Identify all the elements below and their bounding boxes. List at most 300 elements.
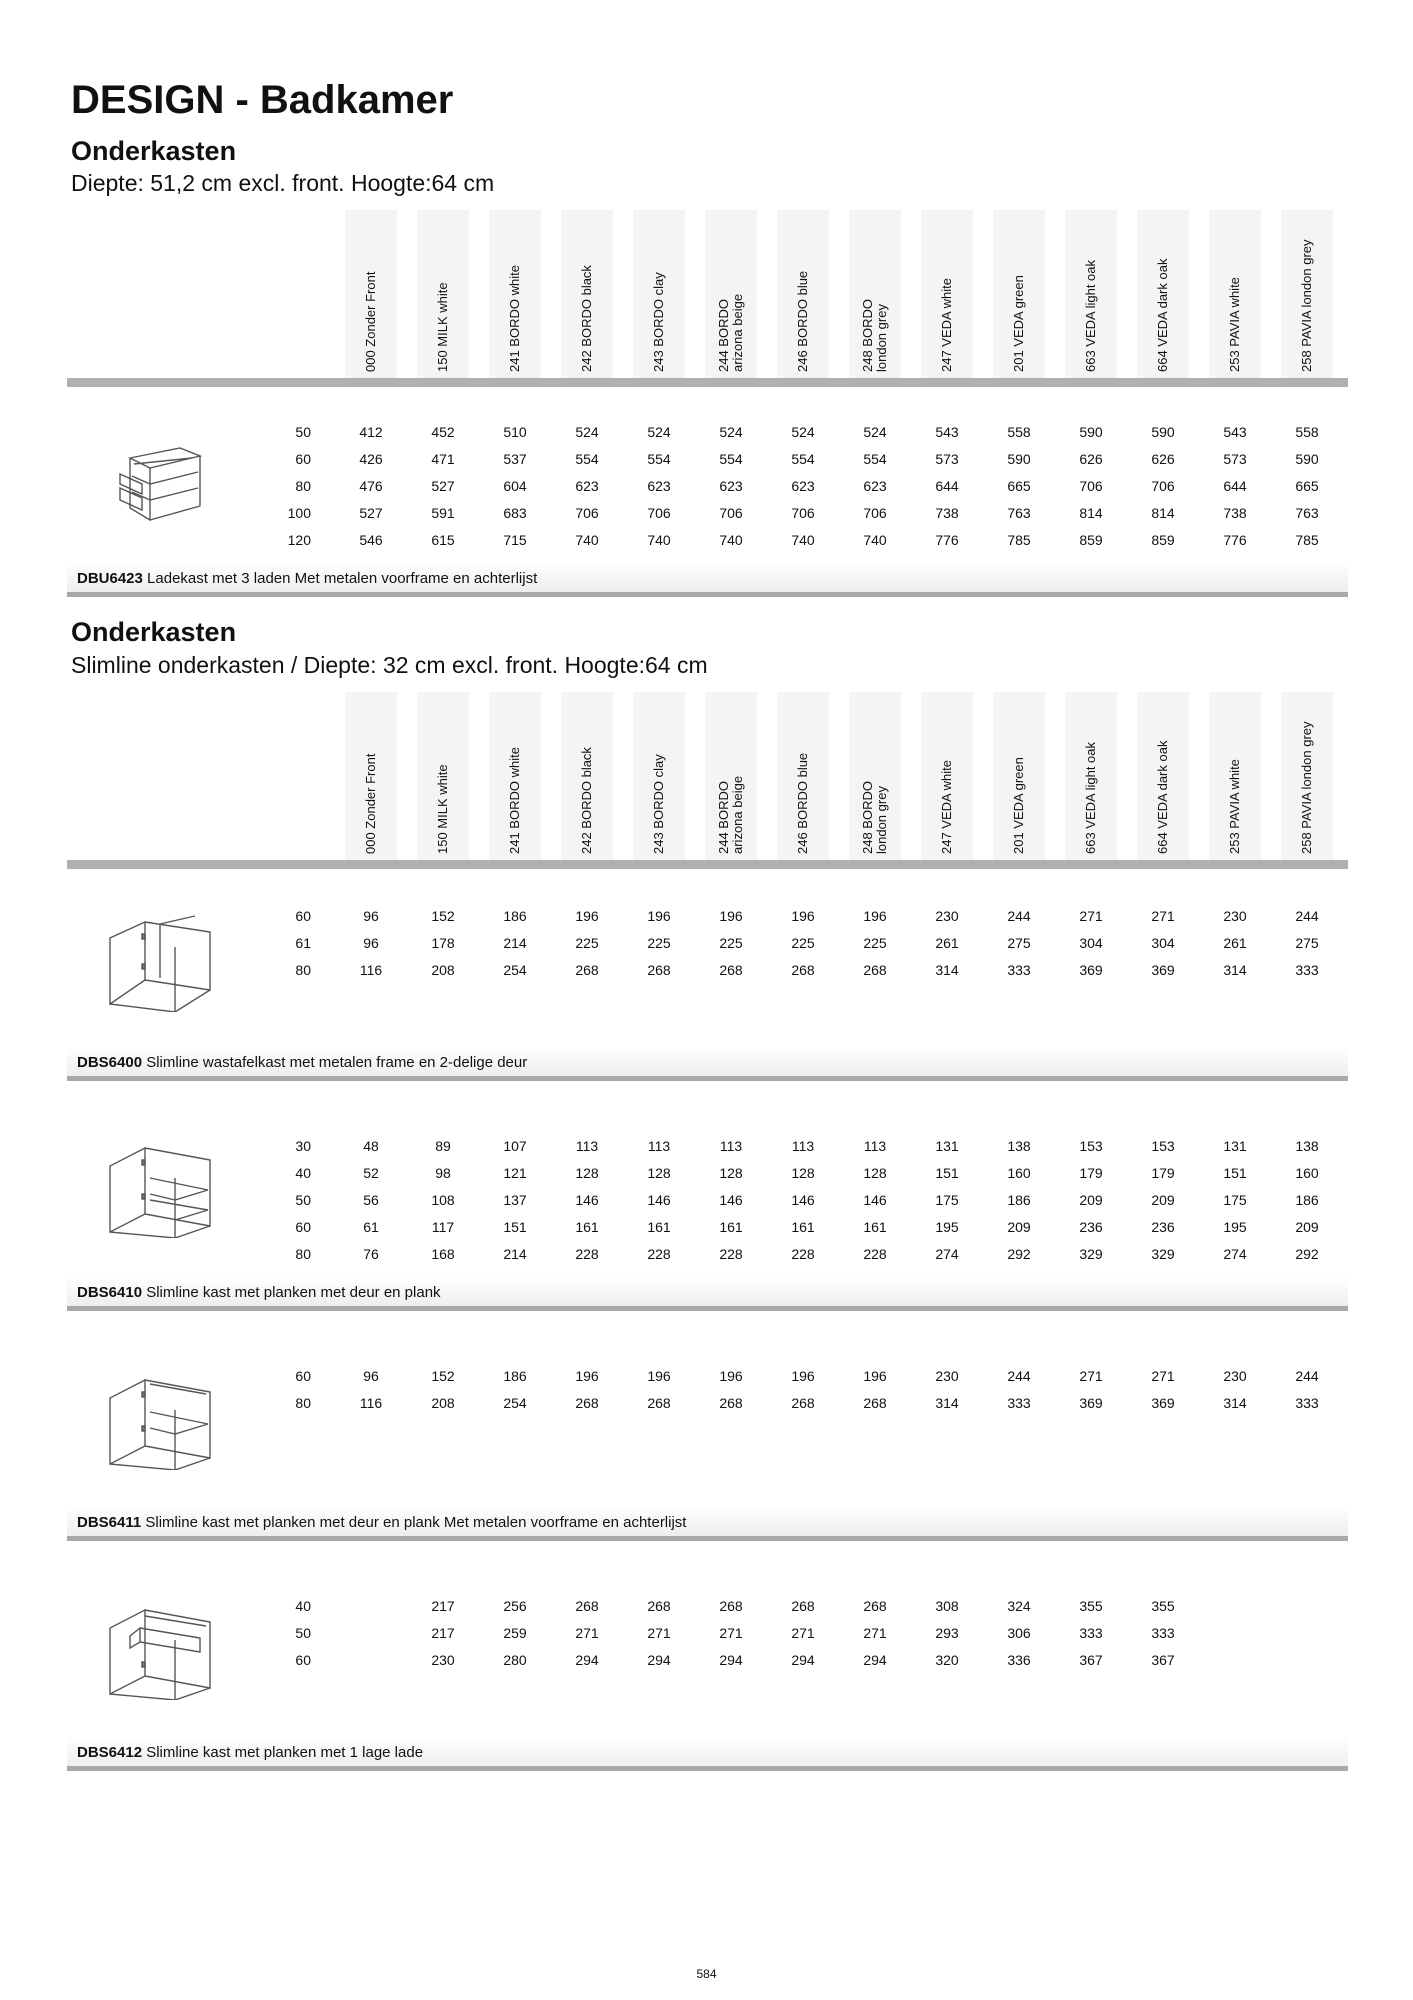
product-label xyxy=(77,1514,686,1531)
price-cell: 146 xyxy=(791,1192,815,1208)
price-cell: 369 xyxy=(1079,962,1103,978)
price-cell: 294 xyxy=(791,1652,815,1668)
price-cell: 186 xyxy=(1007,1192,1031,1208)
page-title: DESIGN - Badkamer xyxy=(71,78,454,122)
column-header-line: 258 PAVIA london grey xyxy=(1299,239,1314,372)
price-cell: 369 xyxy=(1151,1395,1175,1411)
price-cell: 153 xyxy=(1151,1138,1175,1154)
price-cell: 268 xyxy=(719,1395,743,1411)
low-drawer-cabinet-icon xyxy=(100,1600,220,1700)
size-cell: 120 xyxy=(287,532,311,548)
price-cell: 275 xyxy=(1295,935,1319,951)
price-cell: 116 xyxy=(359,962,383,978)
size-cell: 80 xyxy=(295,1395,311,1411)
price-cell: 225 xyxy=(863,935,887,951)
column-header-line: 000 Zonder Front xyxy=(363,271,378,372)
price-cell: 336 xyxy=(1007,1652,1031,1668)
size-cell: 60 xyxy=(295,451,311,467)
price-cell: 268 xyxy=(791,1395,815,1411)
section-title: Onderkasten xyxy=(71,136,237,166)
price-cell: 452 xyxy=(431,424,455,440)
price-cell: 214 xyxy=(503,1246,527,1262)
price-cell: 228 xyxy=(575,1246,599,1262)
column-header-line: london grey xyxy=(874,304,889,372)
price-cell: 524 xyxy=(791,424,815,440)
price-cell: 665 xyxy=(1007,478,1031,494)
column-header-line: 243 BORDO clay xyxy=(651,272,666,372)
price-cell: 333 xyxy=(1079,1625,1103,1641)
section-subtitle: Slimline onderkasten / Diepte: 32 cm excl. front. Hoogte:64 cm xyxy=(71,652,708,678)
price-cell: 179 xyxy=(1151,1165,1175,1181)
price-cell: 543 xyxy=(935,424,959,440)
double-door-cabinet-icon xyxy=(100,912,220,1012)
price-cell: 333 xyxy=(1007,962,1031,978)
price-cell: 268 xyxy=(791,962,815,978)
price-cell: 230 xyxy=(1223,908,1247,924)
product-divider xyxy=(67,592,1348,597)
column-header-line: 246 BORDO blue xyxy=(795,270,810,372)
price-cell: 196 xyxy=(719,908,743,924)
price-cell: 268 xyxy=(863,962,887,978)
price-cell: 196 xyxy=(863,908,887,924)
price-cell: 208 xyxy=(431,1395,455,1411)
price-cell: 524 xyxy=(575,424,599,440)
price-cell: 740 xyxy=(863,532,887,548)
price-cell: 113 xyxy=(719,1138,743,1154)
price-cell: 740 xyxy=(791,532,815,548)
price-cell: 146 xyxy=(575,1192,599,1208)
price-cell: 859 xyxy=(1079,532,1103,548)
price-cell: 61 xyxy=(363,1219,379,1235)
price-cell: 644 xyxy=(1223,478,1247,494)
price-cell: 161 xyxy=(647,1219,671,1235)
column-header-line: 663 VEDA light oak xyxy=(1083,259,1098,372)
price-cell: 146 xyxy=(647,1192,671,1208)
price-cell: 196 xyxy=(791,908,815,924)
column-header-label xyxy=(861,781,889,854)
size-cell: 60 xyxy=(295,1652,311,1668)
price-cell: 738 xyxy=(935,505,959,521)
column-header-line: 242 BORDO black xyxy=(579,747,594,854)
column-header-line: 248 BORDO xyxy=(860,299,875,372)
price-cell: 426 xyxy=(359,451,383,467)
price-cell: 121 xyxy=(503,1165,527,1181)
column-header-label xyxy=(1228,277,1242,372)
column-header-label xyxy=(940,278,954,372)
price-cell: 236 xyxy=(1151,1219,1175,1235)
price-cell: 161 xyxy=(791,1219,815,1235)
price-cell: 131 xyxy=(1223,1138,1247,1154)
product-divider xyxy=(67,1306,1348,1311)
page-number: 584 xyxy=(696,1967,717,1981)
price-cell: 131 xyxy=(935,1138,959,1154)
price-cell: 113 xyxy=(575,1138,599,1154)
size-cell: 50 xyxy=(295,1192,311,1208)
product-label-bar xyxy=(67,1736,1348,1766)
price-cell: 151 xyxy=(503,1219,527,1235)
price-cell: 333 xyxy=(1295,1395,1319,1411)
size-cell: 30 xyxy=(295,1138,311,1154)
price-cell: 623 xyxy=(647,478,671,494)
price-cell: 304 xyxy=(1151,935,1175,951)
price-cell: 175 xyxy=(935,1192,959,1208)
price-cell: 274 xyxy=(1223,1246,1247,1262)
price-cell: 294 xyxy=(863,1652,887,1668)
price-cell: 138 xyxy=(1295,1138,1319,1154)
price-cell: 275 xyxy=(1007,935,1031,951)
column-header-line: london grey xyxy=(874,786,889,854)
price-cell: 48 xyxy=(363,1138,379,1154)
column-header xyxy=(417,210,469,378)
price-cell: 554 xyxy=(575,451,599,467)
shelf-cabinet-icon xyxy=(100,1138,220,1238)
price-cell: 274 xyxy=(935,1246,959,1262)
price-cell: 271 xyxy=(1151,908,1175,924)
price-cell: 96 xyxy=(363,1368,379,1384)
price-cell: 268 xyxy=(719,1598,743,1614)
column-header-label xyxy=(1300,239,1314,372)
column-header xyxy=(1137,692,1189,860)
price-cell: 209 xyxy=(1295,1219,1319,1235)
price-cell: 271 xyxy=(1079,1368,1103,1384)
price-cell: 153 xyxy=(1079,1138,1103,1154)
price-cell: 626 xyxy=(1079,451,1103,467)
price-cell: 271 xyxy=(1079,908,1103,924)
price-cell: 168 xyxy=(431,1246,455,1262)
shelf-cabinet-frame-icon xyxy=(100,1370,220,1470)
price-cell: 268 xyxy=(575,1395,599,1411)
price-cell: 117 xyxy=(431,1219,455,1235)
price-cell: 537 xyxy=(503,451,527,467)
price-cell: 706 xyxy=(647,505,671,521)
column-header xyxy=(1065,210,1117,378)
column-header xyxy=(489,210,541,378)
price-cell: 230 xyxy=(935,908,959,924)
price-cell: 527 xyxy=(359,505,383,521)
price-cell: 706 xyxy=(863,505,887,521)
column-header-line: 664 VEDA dark oak xyxy=(1155,258,1170,372)
column-header-line: 244 BORDO xyxy=(716,781,731,854)
column-header-label xyxy=(717,294,745,372)
column-header-line: 243 BORDO clay xyxy=(651,754,666,854)
product-divider xyxy=(67,1536,1348,1541)
price-cell: 814 xyxy=(1079,505,1103,521)
size-cell: 61 xyxy=(295,935,311,951)
price-cell: 590 xyxy=(1007,451,1031,467)
price-cell: 412 xyxy=(359,424,383,440)
price-cell: 259 xyxy=(503,1625,527,1641)
price-cell: 740 xyxy=(647,532,671,548)
section-title: Onderkasten xyxy=(71,617,237,647)
price-cell: 785 xyxy=(1007,532,1031,548)
column-header-label xyxy=(580,747,594,854)
price-cell: 268 xyxy=(791,1598,815,1614)
price-cell: 333 xyxy=(1295,962,1319,978)
price-cell: 128 xyxy=(791,1165,815,1181)
product-code: DBS6411 xyxy=(77,1514,142,1531)
price-cell: 324 xyxy=(1007,1598,1031,1614)
price-cell: 228 xyxy=(647,1246,671,1262)
price-cell: 161 xyxy=(575,1219,599,1235)
column-header-label xyxy=(1300,721,1314,854)
product-description: Slimline kast met planken met 1 lage lade xyxy=(146,1744,424,1761)
price-cell: 146 xyxy=(863,1192,887,1208)
price-cell: 208 xyxy=(431,962,455,978)
price-cell: 138 xyxy=(1007,1138,1031,1154)
price-cell: 292 xyxy=(1007,1246,1031,1262)
size-cell: 40 xyxy=(295,1598,311,1614)
price-cell: 186 xyxy=(503,908,527,924)
column-header xyxy=(417,692,469,860)
price-cell: 254 xyxy=(503,1395,527,1411)
column-header-label xyxy=(1012,275,1026,372)
column-header-line: 663 VEDA light oak xyxy=(1083,741,1098,854)
price-cell: 195 xyxy=(1223,1219,1247,1235)
price-cell: 294 xyxy=(575,1652,599,1668)
size-cell: 50 xyxy=(295,424,311,440)
price-cell: 591 xyxy=(431,505,455,521)
price-cell: 96 xyxy=(363,908,379,924)
price-cell: 271 xyxy=(863,1625,887,1641)
price-cell: 590 xyxy=(1151,424,1175,440)
price-cell: 225 xyxy=(647,935,671,951)
price-cell: 683 xyxy=(503,505,527,521)
product-label-bar xyxy=(67,1506,1348,1536)
price-cell: 128 xyxy=(863,1165,887,1181)
column-header-line: arizona beige xyxy=(730,293,745,372)
price-cell: 558 xyxy=(1007,424,1031,440)
price-cell: 52 xyxy=(363,1165,379,1181)
product-divider xyxy=(67,1766,1348,1771)
product-description: Slimline wastafelkast met metalen frame en 2-delige deur xyxy=(146,1054,528,1071)
price-cell: 196 xyxy=(791,1368,815,1384)
price-cell: 160 xyxy=(1007,1165,1031,1181)
product-code: DBS6410 xyxy=(77,1284,143,1301)
column-header-line: 201 VEDA green xyxy=(1011,757,1026,854)
price-cell: 776 xyxy=(935,532,959,548)
drawer-cabinet-icon xyxy=(100,428,220,528)
price-cell: 161 xyxy=(863,1219,887,1235)
product-label xyxy=(77,1054,527,1071)
column-header xyxy=(345,210,397,378)
column-header xyxy=(849,692,901,860)
column-header xyxy=(1209,692,1261,860)
price-cell: 128 xyxy=(575,1165,599,1181)
price-cell: 228 xyxy=(863,1246,887,1262)
price-cell: 740 xyxy=(575,532,599,548)
price-cell: 524 xyxy=(719,424,743,440)
column-header xyxy=(705,692,757,860)
price-cell: 113 xyxy=(863,1138,887,1154)
price-cell: 209 xyxy=(1151,1192,1175,1208)
column-header-label xyxy=(1012,757,1026,854)
column-header xyxy=(993,692,1045,860)
price-cell: 271 xyxy=(647,1625,671,1641)
price-cell: 244 xyxy=(1007,1368,1031,1384)
column-header-line: 253 PAVIA white xyxy=(1227,759,1242,854)
column-header-line: 150 MILK white xyxy=(435,282,450,372)
price-cell: 510 xyxy=(503,424,527,440)
price-cell: 665 xyxy=(1295,478,1319,494)
size-cell: 40 xyxy=(295,1165,311,1181)
price-cell: 268 xyxy=(575,1598,599,1614)
price-cell: 214 xyxy=(503,935,527,951)
price-cell: 706 xyxy=(1079,478,1103,494)
price-cell: 785 xyxy=(1295,532,1319,548)
price-cell: 161 xyxy=(719,1219,743,1235)
column-header xyxy=(561,692,613,860)
price-cell: 76 xyxy=(363,1246,379,1262)
column-header-line: arizona beige xyxy=(730,775,745,854)
size-cell: 80 xyxy=(295,962,311,978)
price-cell: 706 xyxy=(791,505,815,521)
price-cell: 271 xyxy=(1151,1368,1175,1384)
price-cell: 706 xyxy=(575,505,599,521)
price-cell: 178 xyxy=(431,935,455,951)
price-cell: 763 xyxy=(1295,505,1319,521)
price-cell: 367 xyxy=(1079,1652,1103,1668)
price-cell: 308 xyxy=(935,1598,959,1614)
price-cell: 294 xyxy=(719,1652,743,1668)
column-header-line: 247 VEDA white xyxy=(939,760,954,854)
price-cell: 369 xyxy=(1151,962,1175,978)
price-cell: 367 xyxy=(1151,1652,1175,1668)
column-header-line: 246 BORDO blue xyxy=(795,752,810,854)
price-cell: 217 xyxy=(431,1625,455,1641)
price-cell: 230 xyxy=(431,1652,455,1668)
price-cell: 225 xyxy=(791,935,815,951)
price-cell: 271 xyxy=(719,1625,743,1641)
price-cell: 314 xyxy=(1223,1395,1247,1411)
column-header-label xyxy=(580,265,594,372)
column-header-label xyxy=(940,760,954,854)
size-cell: 80 xyxy=(295,478,311,494)
column-header xyxy=(1281,210,1333,378)
price-cell: 554 xyxy=(719,451,743,467)
column-header xyxy=(921,210,973,378)
product-description: Slimline kast met planken met deur en plank xyxy=(146,1284,441,1301)
price-cell: 524 xyxy=(647,424,671,440)
column-header-line: 242 BORDO black xyxy=(579,265,594,372)
price-cell: 160 xyxy=(1295,1165,1319,1181)
price-cell: 196 xyxy=(575,908,599,924)
column-header-label xyxy=(652,272,666,372)
price-cell: 113 xyxy=(647,1138,671,1154)
column-header-label xyxy=(796,753,810,854)
price-cell: 524 xyxy=(863,424,887,440)
price-cell: 196 xyxy=(647,1368,671,1384)
price-cell: 228 xyxy=(791,1246,815,1262)
price-cell: 554 xyxy=(863,451,887,467)
price-cell: 96 xyxy=(363,935,379,951)
price-cell: 230 xyxy=(935,1368,959,1384)
price-cell: 590 xyxy=(1295,451,1319,467)
price-cell: 292 xyxy=(1295,1246,1319,1262)
size-cell: 60 xyxy=(295,1368,311,1384)
price-cell: 108 xyxy=(431,1192,455,1208)
price-cell: 554 xyxy=(791,451,815,467)
column-header-line: 244 BORDO xyxy=(716,299,731,372)
price-cell: 543 xyxy=(1223,424,1247,440)
product-code: DBS6400 xyxy=(77,1054,143,1071)
price-cell: 590 xyxy=(1079,424,1103,440)
price-cell: 776 xyxy=(1223,532,1247,548)
column-header xyxy=(705,210,757,378)
price-cell: 814 xyxy=(1151,505,1175,521)
price-cell: 623 xyxy=(791,478,815,494)
price-cell: 320 xyxy=(935,1652,959,1668)
price-cell: 209 xyxy=(1079,1192,1103,1208)
column-header xyxy=(489,692,541,860)
price-cell: 225 xyxy=(719,935,743,951)
column-header xyxy=(1137,210,1189,378)
price-cell: 196 xyxy=(863,1368,887,1384)
column-header-line: 248 BORDO xyxy=(860,781,875,854)
price-cell: 314 xyxy=(935,1395,959,1411)
column-header-label xyxy=(508,747,522,854)
column-header xyxy=(993,210,1045,378)
column-header xyxy=(921,692,973,860)
size-cell: 60 xyxy=(295,1219,311,1235)
size-cell: 100 xyxy=(287,505,311,521)
price-cell: 271 xyxy=(791,1625,815,1641)
product-label xyxy=(77,1284,441,1301)
price-cell: 107 xyxy=(503,1138,527,1154)
price-cell: 626 xyxy=(1151,451,1175,467)
column-header xyxy=(1209,210,1261,378)
price-cell: 715 xyxy=(503,532,527,548)
column-header xyxy=(1065,692,1117,860)
price-cell: 304 xyxy=(1079,935,1103,951)
price-cell: 244 xyxy=(1295,908,1319,924)
column-header-label xyxy=(364,754,378,854)
column-header-label xyxy=(1084,260,1098,372)
column-header-label xyxy=(796,271,810,372)
price-cell: 623 xyxy=(719,478,743,494)
section-subtitle: Diepte: 51,2 cm excl. front. Hoogte:64 cm xyxy=(71,170,495,196)
price-cell: 314 xyxy=(1223,962,1247,978)
price-cell: 329 xyxy=(1079,1246,1103,1262)
header-divider xyxy=(67,860,1348,869)
price-cell: 196 xyxy=(575,1368,599,1384)
column-header-label xyxy=(1228,759,1242,854)
price-cell: 333 xyxy=(1007,1395,1031,1411)
price-cell: 740 xyxy=(719,532,743,548)
price-cell: 254 xyxy=(503,962,527,978)
price-cell: 268 xyxy=(575,962,599,978)
price-cell: 89 xyxy=(435,1138,451,1154)
price-cell: 256 xyxy=(503,1598,527,1614)
column-header-label xyxy=(436,282,450,372)
price-cell: 268 xyxy=(647,1598,671,1614)
price-cell: 152 xyxy=(431,908,455,924)
price-cell: 195 xyxy=(935,1219,959,1235)
column-header-line: 241 BORDO white xyxy=(507,265,522,372)
price-cell: 186 xyxy=(503,1368,527,1384)
price-cell: 623 xyxy=(575,478,599,494)
price-cell: 294 xyxy=(647,1652,671,1668)
price-cell: 209 xyxy=(1007,1219,1031,1235)
column-header xyxy=(849,210,901,378)
price-cell: 151 xyxy=(1223,1165,1247,1181)
price-cell: 558 xyxy=(1295,424,1319,440)
price-cell: 293 xyxy=(935,1625,959,1641)
price-cell: 554 xyxy=(647,451,671,467)
price-cell: 268 xyxy=(647,962,671,978)
price-cell: 369 xyxy=(1079,1395,1103,1411)
price-cell: 225 xyxy=(575,935,599,951)
price-cell: 128 xyxy=(719,1165,743,1181)
